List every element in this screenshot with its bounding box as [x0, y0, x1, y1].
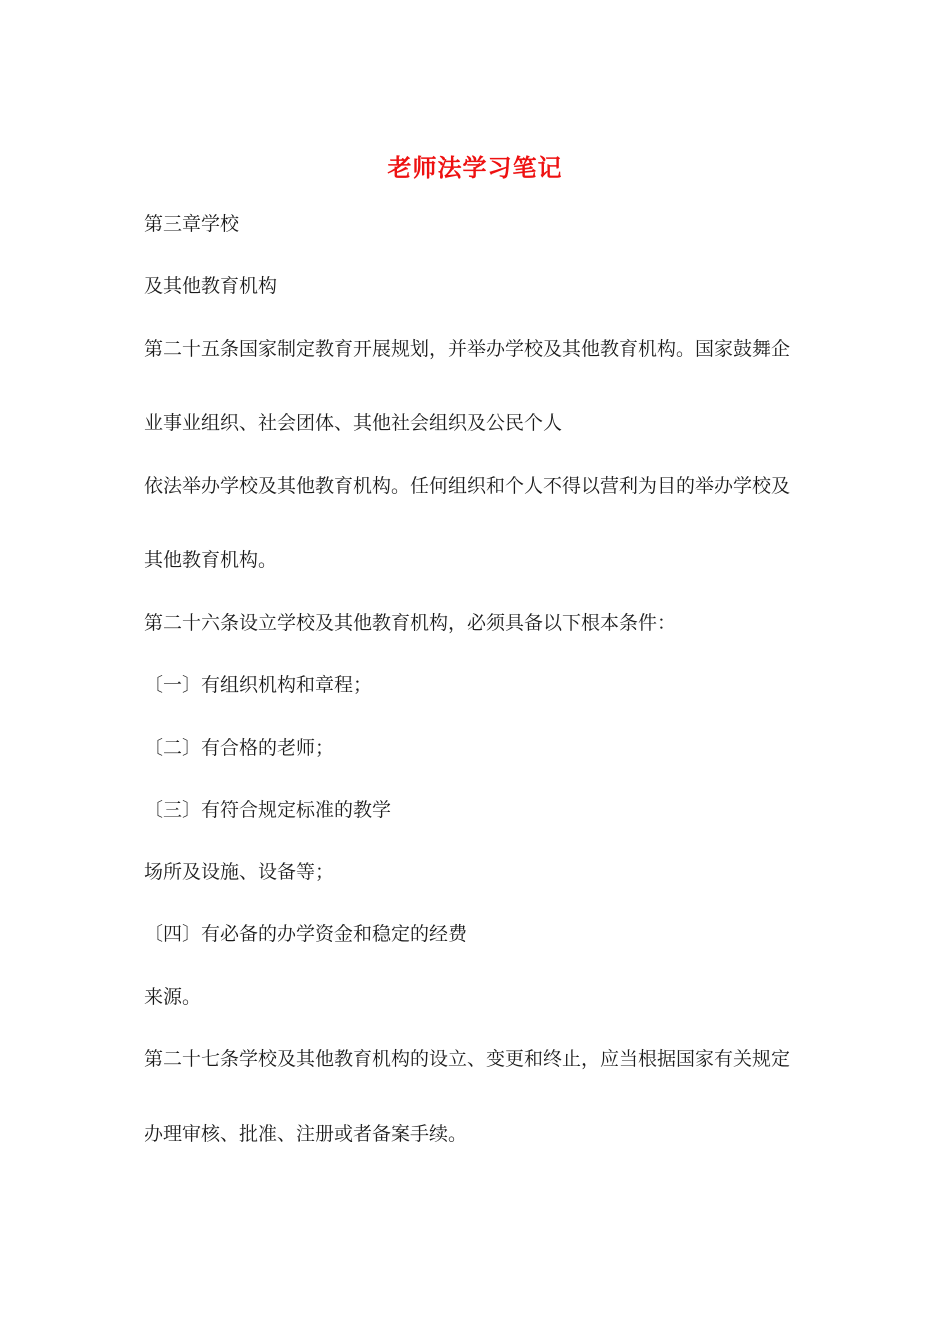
paragraph-line: 场所及设施、设备等； [144, 861, 335, 883]
paragraph-line: 〔四〕有必备的办学资金和稳定的经费 [144, 923, 468, 945]
paragraph-line: 办理审核、批准、注册或者备案手续。 [144, 1123, 468, 1145]
paragraph-line: 依法举办学校及其他教育机构。任何组织和个人不得以营利为目的举办学校及 [144, 475, 791, 497]
paragraph-line: 第二十五条国家制定教育开展规划，并举办学校及其他教育机构。国家鼓舞企 [144, 338, 791, 360]
paragraph-line: 来源。 [144, 986, 202, 1008]
paragraph-line: 〔三〕有符合规定标准的教学 [144, 799, 392, 821]
document-title: 老师法学习笔记 [387, 154, 563, 182]
paragraph-line: 第三章学校 [144, 213, 240, 235]
paragraph-line: 〔二〕有合格的老师； [144, 737, 335, 759]
paragraph-line: 及其他教育机构 [144, 275, 278, 297]
paragraph-line: 业事业组织、社会团体、其他社会组织及公民个人 [144, 412, 563, 434]
paragraph-line: 第二十七条学校及其他教育机构的设立、变更和终止，应当根据国家有关规定 [144, 1048, 791, 1070]
paragraph-line: 其他教育机构。 [144, 549, 278, 571]
paragraph-line: 第二十六条设立学校及其他教育机构，必须具备以下根本条件： [144, 612, 677, 634]
paragraph-line: 〔一〕有组织机构和章程； [144, 674, 373, 696]
